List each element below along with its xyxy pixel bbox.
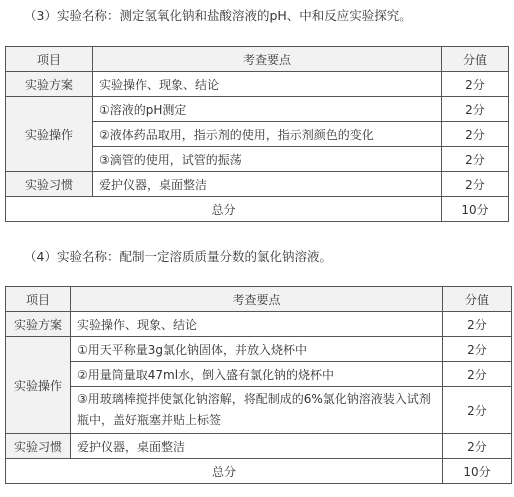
table-row	[6, 387, 512, 434]
header-point: 考查要点	[93, 47, 442, 72]
row-item: 实验操作	[6, 97, 93, 172]
row-item: 实验操作	[6, 337, 71, 434]
table-row	[6, 97, 509, 122]
total-score: 10分	[442, 197, 509, 222]
total-score: 10分	[443, 459, 512, 484]
header-score: 分值	[443, 287, 512, 312]
row-point: 实验操作、现象、结论	[71, 312, 443, 337]
row-score: 2分	[442, 97, 509, 122]
row-point: ②用量筒量取47ml水，倒入盛有氯化钠的烧杯中	[71, 362, 443, 387]
total-label: 总分	[6, 459, 443, 484]
row-point: 爱护仪器，桌面整洁	[93, 172, 442, 197]
row-item: 实验方案	[6, 72, 93, 97]
row-score: 2分	[443, 387, 512, 434]
row-point: 实验操作、现象、结论	[93, 72, 442, 97]
total-label: 总分	[6, 197, 442, 222]
section-4-heading: （4）实验名称：配制一定溶质质量分数的氯化钠溶液。	[24, 249, 332, 264]
row-point: ①溶液的pH测定	[93, 97, 442, 122]
row-score: 2分	[443, 434, 512, 459]
section-3-heading: （3）实验名称：测定氢氧化钠和盐酸溶液的pH、中和反应实验探究。	[24, 8, 412, 23]
row-score: 2分	[443, 337, 512, 362]
table-row	[6, 337, 512, 362]
row-point: ②液体药品取用，指示剂的使用，指示剂颜色的变化	[93, 122, 442, 147]
row-score: 2分	[442, 122, 509, 147]
table-header-row	[6, 287, 512, 312]
row-item: 实验习惯	[6, 434, 71, 459]
table-header-row	[6, 47, 509, 72]
header-score: 分值	[442, 47, 509, 72]
row-point: 爱护仪器，桌面整洁	[71, 434, 443, 459]
header-point: 考查要点	[71, 287, 443, 312]
header-item: 项目	[6, 287, 71, 312]
table-row	[6, 72, 509, 97]
header-item: 项目	[6, 47, 93, 72]
row-score: 2分	[442, 72, 509, 97]
table-row	[6, 434, 512, 459]
row-point: ③滴管的使用，试管的振荡	[93, 147, 442, 172]
row-score: 2分	[443, 312, 512, 337]
row-point: ①用天平称量3g氯化钠固体，并放入烧杯中	[71, 337, 443, 362]
row-item: 实验习惯	[6, 172, 93, 197]
row-score: 2分	[443, 362, 512, 387]
row-item: 实验方案	[6, 312, 71, 337]
table-total-row	[6, 459, 512, 484]
table-row	[6, 172, 509, 197]
table-row	[6, 312, 512, 337]
row-score: 2分	[442, 147, 509, 172]
section-4-score-table	[5, 286, 512, 484]
row-score: 2分	[442, 172, 509, 197]
table-total-row	[6, 197, 509, 222]
table-row	[6, 362, 512, 387]
section-3-score-table	[5, 46, 509, 222]
row-point: ③用玻璃棒搅拌使氯化钠溶解，将配制成的6%氯化钠溶液装入试剂瓶中，盖好瓶塞并贴上标签	[71, 387, 443, 434]
